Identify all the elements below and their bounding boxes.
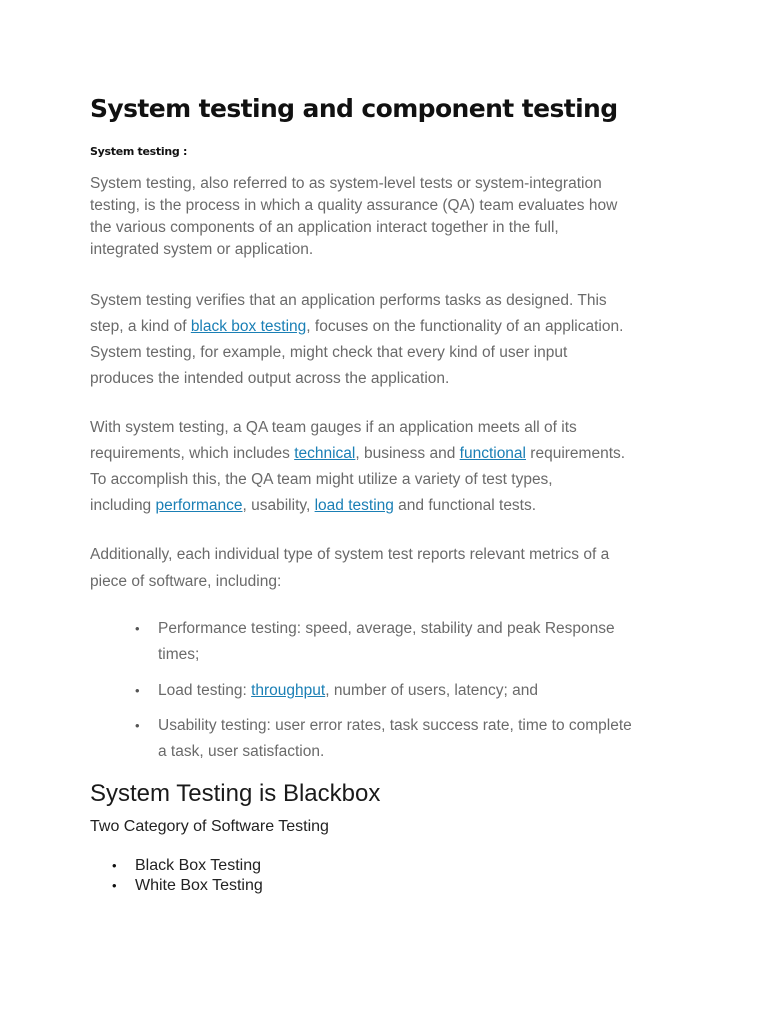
- paragraph-line: [90, 441, 690, 467]
- bullet-icon: •: [135, 621, 140, 636]
- throughput-link[interactable]: throughput: [251, 682, 326, 699]
- text-segment: requirements, which includes: [90, 445, 295, 462]
- section-subtitle: Two Category of Software Testing: [90, 818, 329, 835]
- paragraph-line: Additionally, each individual type of system test reports relevant metrics of a: [90, 546, 610, 563]
- paragraph-line: produces the intended output across the application.: [90, 370, 450, 387]
- performance-link[interactable]: performance: [155, 497, 243, 514]
- category-list: [112, 856, 263, 896]
- paragraph-line: System testing verifies that an application performs tasks as designed. This: [90, 292, 607, 309]
- bullet-icon: •: [112, 878, 117, 893]
- text-segment: including: [90, 497, 156, 514]
- list-item: [112, 876, 263, 896]
- list-item-line: [158, 678, 688, 704]
- paragraph-verification: [90, 288, 690, 392]
- paragraph-line: testing, is the process in which a quality assurance (QA) team evaluates how: [90, 197, 618, 214]
- list-item: [135, 616, 688, 668]
- text-segment: , usability,: [242, 497, 315, 514]
- bullet-icon: •: [135, 683, 140, 698]
- black-box-testing-link[interactable]: black box testing: [190, 318, 307, 335]
- section-subheading: System testing :: [90, 145, 188, 158]
- text-segment: and functional tests.: [393, 497, 537, 514]
- bullet-icon: •: [112, 858, 117, 873]
- list-item-line: Usability testing: user error rates, task success rate, time to complete: [158, 717, 632, 734]
- paragraph-line: the various components of an application interact together in the full,: [90, 219, 559, 236]
- list-item-label: White Box Testing: [135, 877, 263, 894]
- list-item-line: times;: [158, 646, 200, 663]
- list-item-line: a task, user satisfaction.: [158, 743, 325, 760]
- load-testing-link[interactable]: load testing: [314, 497, 394, 514]
- paragraph-requirements: [90, 415, 690, 519]
- text-segment: requirements.: [526, 445, 626, 462]
- list-item: [112, 856, 263, 876]
- functional-link[interactable]: functional: [459, 445, 526, 462]
- section-heading: System Testing is Blackbox: [90, 780, 381, 807]
- page-title: System testing and component testing: [90, 94, 618, 123]
- list-item-label: Black Box Testing: [135, 857, 261, 874]
- paragraph-line: System testing, also referred to as system-level tests or system-integration: [90, 175, 602, 192]
- paragraph-line: To accomplish this, the QA team might utilize a variety of test types,: [90, 471, 553, 488]
- paragraph-metrics-intro: [90, 541, 690, 595]
- technical-link[interactable]: technical: [294, 445, 356, 462]
- paragraph-intro: [90, 173, 690, 261]
- text-segment: Load testing:: [158, 682, 252, 699]
- text-segment: , focuses on the functionality of an application.: [306, 318, 624, 335]
- list-item: [135, 713, 688, 765]
- paragraph-line: [90, 314, 690, 340]
- paragraph-line: integrated system or application.: [90, 241, 314, 258]
- text-segment: , business and: [355, 445, 460, 462]
- text-segment: , number of users, latency; and: [325, 682, 539, 699]
- list-item-line: Performance testing: speed, average, stability and peak Response: [158, 620, 615, 637]
- list-item: [135, 678, 688, 704]
- paragraph-line: piece of software, including:: [90, 573, 282, 590]
- paragraph-line: System testing, for example, might check that every kind of user input: [90, 344, 568, 361]
- bullet-icon: •: [135, 718, 140, 733]
- paragraph-line: [90, 493, 690, 519]
- text-segment: step, a kind of: [90, 318, 191, 335]
- paragraph-line: With system testing, a QA team gauges if an application meets all of its: [90, 419, 577, 436]
